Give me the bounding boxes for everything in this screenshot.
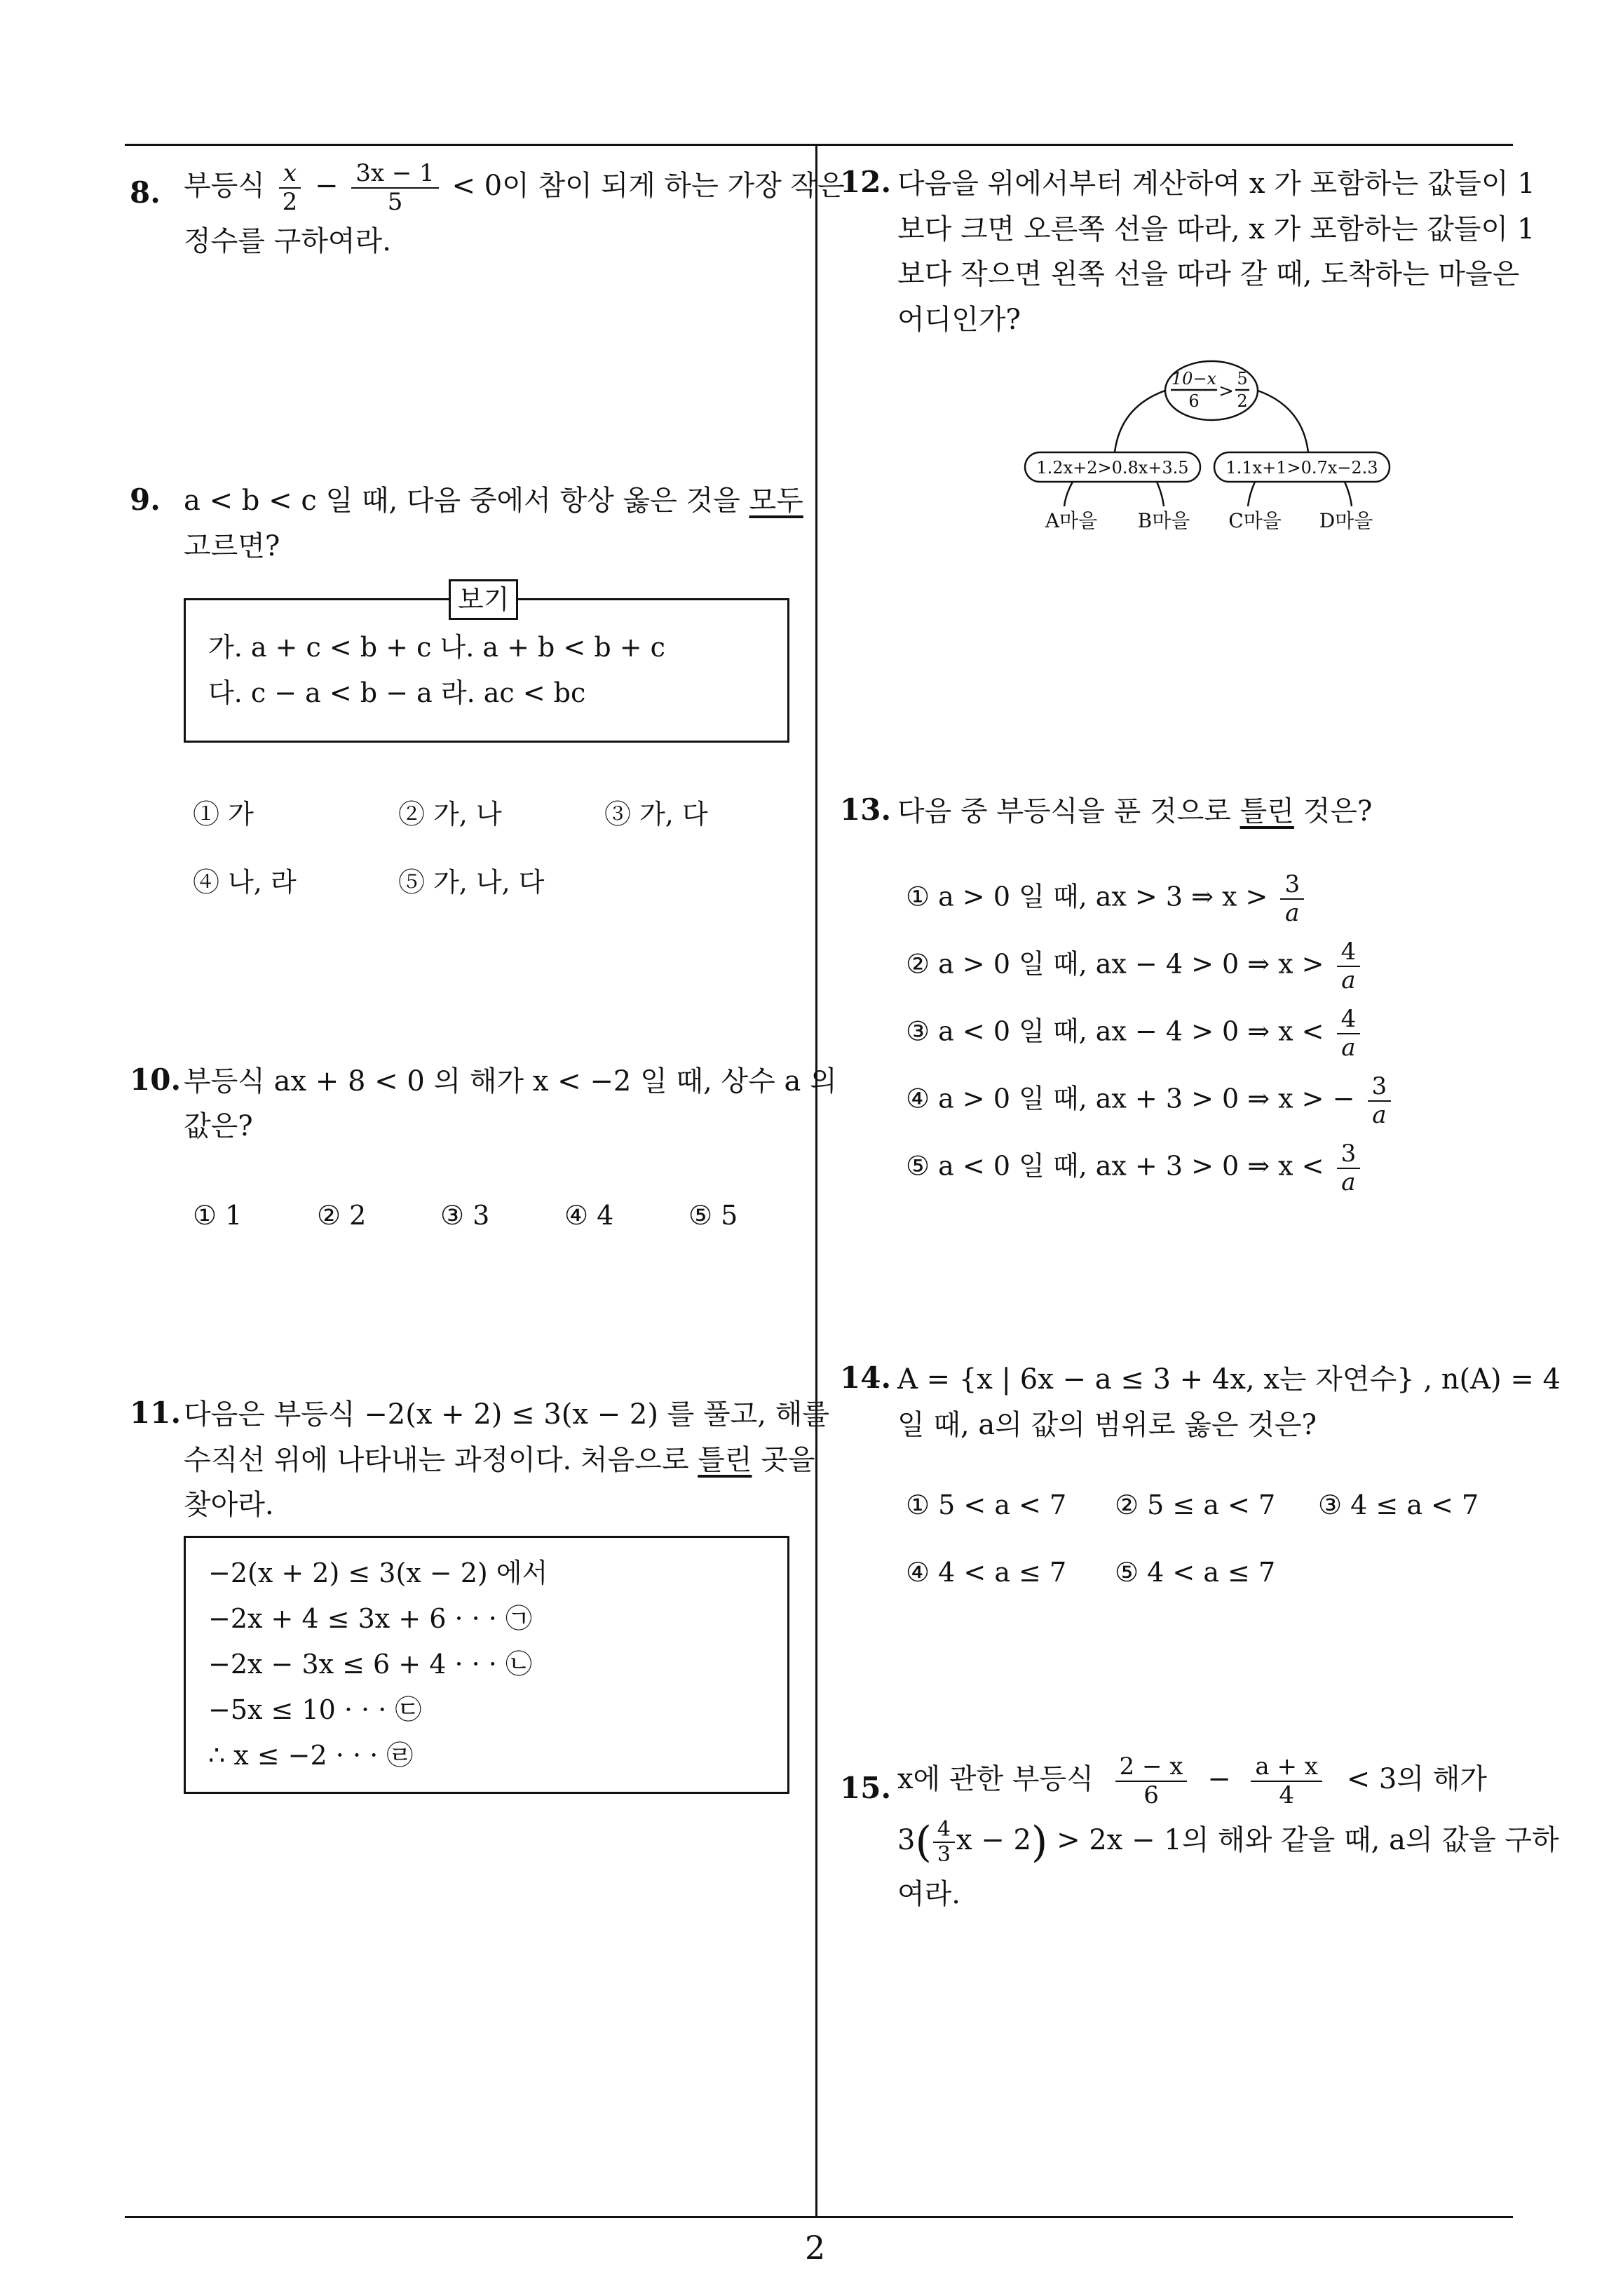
q15-line2: 3( $\frac{4}{3}$ x − 2) > 2x − 1의 해와 같을 때, a의 값을 구하	[897, 1816, 1559, 1867]
q10-number: 10.	[130, 1062, 182, 1097]
q11-line3: 찾아라.	[184, 1489, 274, 1521]
q9-number: 9.	[130, 482, 161, 517]
q13-number: 13.	[840, 792, 892, 827]
top-rule	[125, 144, 1513, 146]
q12-root-den: 6	[1188, 391, 1200, 411]
q13-underlined-wrong: 틀린	[1240, 795, 1294, 828]
q9-underlined-all: 모두	[749, 485, 803, 517]
q9-choice-3[interactable]: ③ 가, 다	[604, 799, 708, 830]
q15-fraction-1: $\frac{2 - x}{6}$	[1115, 1753, 1188, 1809]
q14-choice-5[interactable]: ⑤ 4 < a ≤ 7	[1115, 1557, 1276, 1588]
q8-fraction-1: $\frac{x}{2}$	[278, 160, 302, 216]
q10-choice-1[interactable]: ① 1	[193, 1200, 243, 1231]
q11-step-2: −2x − 3x ≤ 6 + 4 · · · ㉡	[208, 1649, 532, 1680]
q12-edge-a	[1064, 482, 1073, 506]
q13-choice-4[interactable]: ④ a > 0 일 때, ax + 3 > 0 ⇒ x > − $\frac{3}{a}$	[906, 1073, 1395, 1129]
bottom-rule	[125, 2216, 1513, 2218]
q10-choice-2[interactable]: ② 2	[317, 1200, 367, 1231]
q8-minus: −	[315, 170, 339, 203]
q8-pre: 부등식	[184, 170, 265, 203]
q12-tree-diagram	[1010, 358, 1416, 540]
q12-line4: 어디인가?	[897, 304, 1021, 336]
q14-choice-4[interactable]: ④ 4 < a ≤ 7	[906, 1557, 1067, 1588]
q12-root-num: 10−x	[1171, 369, 1217, 389]
q15-fraction-3: $\frac{4}{3}$	[933, 1818, 955, 1868]
q10-line1: 부등식 ax + 8 < 0 의 해가 x < −2 일 때, 상수 a 의	[184, 1065, 837, 1098]
q13-choice-1[interactable]: ① a > 0 일 때, ax > 3 ⇒ x > $\frac{3}{a}$	[906, 871, 1308, 927]
q13-choice-2[interactable]: ② a > 0 일 때, ax − 4 > 0 ⇒ x > $\frac{4}{a}$	[906, 938, 1364, 994]
q12-right-branch	[1258, 391, 1308, 452]
q9-choice-1[interactable]: ① 가	[193, 799, 254, 830]
q12-line3: 보다 작으면 왼쪽 선을 따라 갈 때, 도착하는 마을은	[897, 258, 1520, 290]
q9-line2: 고르면?	[184, 530, 280, 562]
q8-number: 8.	[130, 175, 161, 210]
q12-edge-d	[1345, 482, 1352, 506]
q9-box-line1: 가. a + c < b + c 나. a + b < b + c	[208, 632, 665, 663]
q12-line1: 다음을 위에서부터 계산하여 x 가 포함하는 값들이 1	[897, 168, 1535, 200]
q14-choice-2[interactable]: ② 5 ≤ a < 7	[1115, 1490, 1276, 1520]
q12-leaf-a: A마을	[1045, 509, 1098, 532]
q14-line1: A = {x | 6x − a ≤ 3 + 4x, x는 자연수} , n(A) = 4	[897, 1363, 1561, 1396]
q15-line3: 여라.	[897, 1878, 960, 1910]
q9-choice-2[interactable]: ② 가, 나	[398, 799, 502, 830]
q12-root-rhs-den: 2	[1237, 391, 1248, 411]
q12-root-rhs-num: 5	[1237, 369, 1248, 389]
q11-underlined-wrong: 틀린	[698, 1444, 752, 1476]
q12-leaf-c: C마을	[1228, 509, 1282, 532]
q8-line2: 정수를 구하여라.	[184, 225, 391, 257]
q8-post: < 0이 참이 되게 하는 가장 작은	[451, 170, 845, 203]
q12-edge-b	[1157, 482, 1164, 506]
q13-question: 다음 중 부등식을 푼 것으로 틀린 것은?	[897, 795, 1373, 828]
q14-choice-3[interactable]: ③ 4 ≤ a < 7	[1318, 1490, 1479, 1520]
q13-choice-5[interactable]: ⑤ a < 0 일 때, ax + 3 > 0 ⇒ x < $\frac{3}{a}$	[906, 1140, 1364, 1196]
q10-line2: 값은?	[184, 1110, 253, 1142]
q8-line1	[184, 160, 845, 216]
page-number: 2	[805, 2229, 826, 2267]
q12-leaf-d: D마을	[1319, 509, 1373, 532]
q14-line2: 일 때, a의 값의 범위로 옳은 것은?	[897, 1409, 1317, 1441]
q12-line2: 보다 크면 오른쪽 선을 따라, x 가 포함하는 값들이 1	[897, 213, 1535, 245]
q12-right-node-text: 1.1x+1>0.7x−2.3	[1225, 458, 1378, 478]
q8-fraction-2: $\frac{3x - 1}{5}$	[351, 160, 439, 216]
q13-choice-3[interactable]: ③ a < 0 일 때, ax − 4 > 0 ⇒ x < $\frac{4}{a}$	[906, 1006, 1364, 1062]
q9-choice-4[interactable]: ④ 나, 라	[193, 867, 297, 898]
q12-leaf-b: B마을	[1137, 509, 1190, 532]
q10-choice-4[interactable]: ④ 4	[564, 1200, 614, 1231]
q12-root-rel: >	[1218, 381, 1234, 402]
q9-box-line2: 다. c − a < b − a 라. ac < bc	[208, 677, 586, 708]
q11-line2: 수직선 위에 나타내는 과정이다. 처음으로 틀린 곳을	[184, 1444, 815, 1476]
q10-choice-3[interactable]: ③ 3	[440, 1200, 490, 1231]
q11-number: 11.	[130, 1396, 182, 1430]
q12-left-branch	[1115, 391, 1165, 452]
q12-edge-c	[1248, 482, 1255, 506]
q15-number: 15.	[840, 1771, 892, 1805]
q11-step-1: −2x + 4 ≤ 3x + 6 · · · ㉠	[208, 1603, 532, 1634]
q15-line1: x에 관한 부등식 $\frac{2 - x}{6}$ − $\frac{a + x}{4}$ < 3의 해가	[897, 1753, 1488, 1810]
q9-box-label: 보기	[449, 579, 518, 620]
q15-fraction-2: $\frac{a + x}{4}$	[1251, 1753, 1322, 1809]
q14-number: 14.	[840, 1360, 892, 1395]
q14-choice-1[interactable]: ① 5 < a < 7	[906, 1490, 1067, 1520]
q9-choice-5[interactable]: ⑤ 가, 나, 다	[398, 867, 545, 898]
q11-step-0: −2(x + 2) ≤ 3(x − 2) 에서	[208, 1558, 548, 1588]
q12-left-node-text: 1.2x+2>0.8x+3.5	[1036, 458, 1189, 478]
column-divider	[815, 144, 817, 2216]
q9-line1: a < b < c 일 때, 다음 중에서 항상 옳은 것을 모두	[184, 485, 803, 517]
q12-number: 12.	[840, 165, 892, 199]
q11-line1: 다음은 부등식 −2(x + 2) ≤ 3(x − 2) 를 풀고, 해를	[184, 1398, 830, 1431]
q10-choice-5[interactable]: ⑤ 5	[688, 1200, 738, 1231]
q11-step-3: −5x ≤ 10 · · · ㉢	[208, 1694, 422, 1725]
q11-step-4: ∴ x ≤ −2 · · · ㉣	[208, 1740, 414, 1771]
